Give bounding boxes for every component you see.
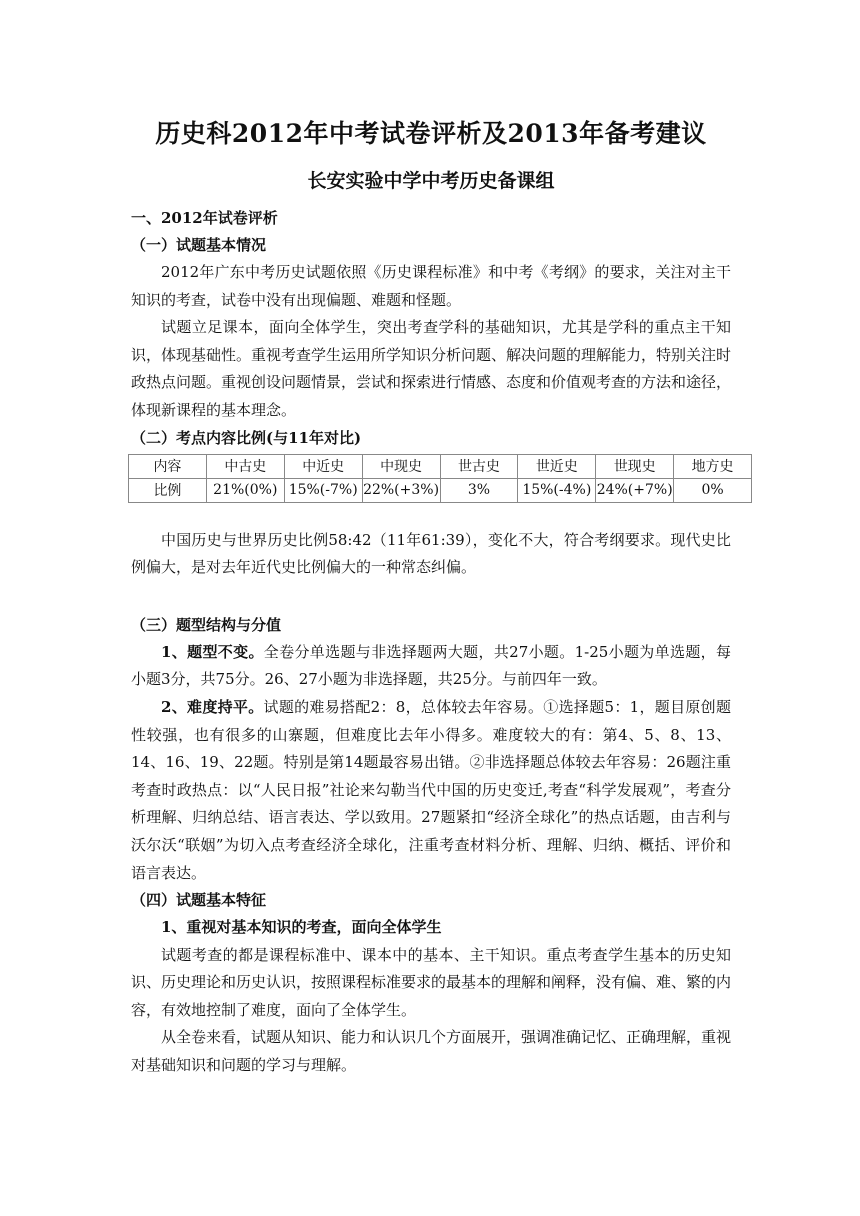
paragraph-6: 试题考查的都是课程标准中、课本中的基本、主干知识。重点考查学生基本的历史知识、历史理论和历史认识，按照课程标准要求的最基本的理解和阐释，没有偏、难、繁的内容，有效地控制了难度，面向了全体学生。 — [131, 945, 732, 1019]
subsection-heading-3: （三）题型结构与分值 — [131, 615, 282, 634]
table-header-cell: 世现史 — [596, 454, 674, 478]
paragraph-5 — [131, 694, 731, 887]
subsection-heading-2: （二）考点内容比例(与11年对比) — [131, 428, 362, 447]
paragraph-5-lead: 2、难度持平。 — [161, 697, 264, 716]
paragraph-5-body: 试题的难易搭配2：8，总体较去年容易。①选择题5：1，题目原创题性较强，也有很多的山寨题，但难度比去年小得多。难度较大的有：第4、5、8、13、14、16、19、22题。特别是第14题最容易出错。②非选择题总体较去年容易：26题注重考查时政热点：以“人民日报”社论来勾勒当代中国的历史变迁,考查“科学发展观”，考查分析理解、归纳总结、语言表达、学以致用。27题紧扣“经济全球化”的热点话题，由吉利与沃尔沃“联姻”为切入点考查经济全球化，注重考查材料分析、理解、归纳、概括、评价和语言表达。 — [131, 697, 731, 882]
paragraph-3: 中国历史与世界历史比例58:42（11年61:39），变化不大，符合考纲要求。现代史比例偏大，是对去年近代史比例偏大的一种常态纠偏。 — [131, 530, 731, 577]
paragraph-4-body: 全卷分单选题与非选择题两大题，共27小题。1-25小题为单选题，每小题3分，共75分。26、27小题为非选择题，共25分。与前四年一致。 — [131, 642, 731, 689]
table-cell: 15%(-4%) — [518, 478, 596, 502]
feature-heading-1: 1、重视对基本知识的考查，面向全体学生 — [161, 918, 442, 937]
table-header-cell: 内容 — [129, 454, 207, 478]
table-header-row — [129, 454, 752, 478]
table-cell: 15%(-7%) — [284, 478, 362, 502]
table-cell: 比例 — [129, 478, 207, 502]
paragraph-2: 试题立足课本，面向全体学生，突出考查学科的基础知识，尤其是学科的重点主干知识，体现基础性。重视考查学生运用所学知识分析问题、解决问题的理解能力，特别关注时政热点问题。重视创设问题情景，尝试和探索进行情感、态度和价值观考查的方法和途径，体现新课程的基本理念。 — [131, 318, 732, 419]
subsection-heading-4: （四）试题基本特征 — [131, 891, 267, 910]
table-header-cell: 中现史 — [362, 454, 440, 478]
table-header-cell: 中近史 — [284, 454, 362, 478]
table-cell: 0% — [674, 478, 752, 502]
table-cell: 24%(+7%) — [596, 478, 674, 502]
paragraph-4-lead: 1、题型不变。 — [161, 642, 264, 661]
doc-title: 历史科2012年中考试卷评析及2013年备考建议 — [155, 119, 707, 148]
paragraph-1: 2012年广东中考历史试题依照《历史课程标准》和中考《考纲》的要求，关注对主干知识的考查，试卷中没有出现偏题、难题和怪题。 — [131, 263, 731, 309]
table-header-cell: 世近史 — [518, 454, 596, 478]
table-header-cell: 地方史 — [674, 454, 752, 478]
ratio-table — [128, 454, 752, 503]
section-heading-1: 一、2012年试卷评析 — [131, 209, 278, 227]
table-row — [129, 478, 752, 502]
document-page — [131, 100, 734, 1080]
table-cell: 21%(0%) — [206, 478, 284, 502]
paragraph-4 — [131, 639, 731, 694]
table-cell: 3% — [440, 478, 518, 502]
table-header-cell: 世古史 — [440, 454, 518, 478]
table-header-cell: 中古史 — [206, 454, 284, 478]
paragraph-7: 从全卷来看，试题从知识、能力和认识几个方面展开，强调准确记忆、正确理解，重视对基础知识和问题的学习与理解。 — [131, 1028, 732, 1075]
table-cell: 22%(+3%) — [362, 478, 440, 502]
subsection-heading-1: （一）试题基本情况 — [131, 236, 267, 254]
doc-subtitle: 长安实验中学中考历史备课组 — [307, 170, 555, 192]
